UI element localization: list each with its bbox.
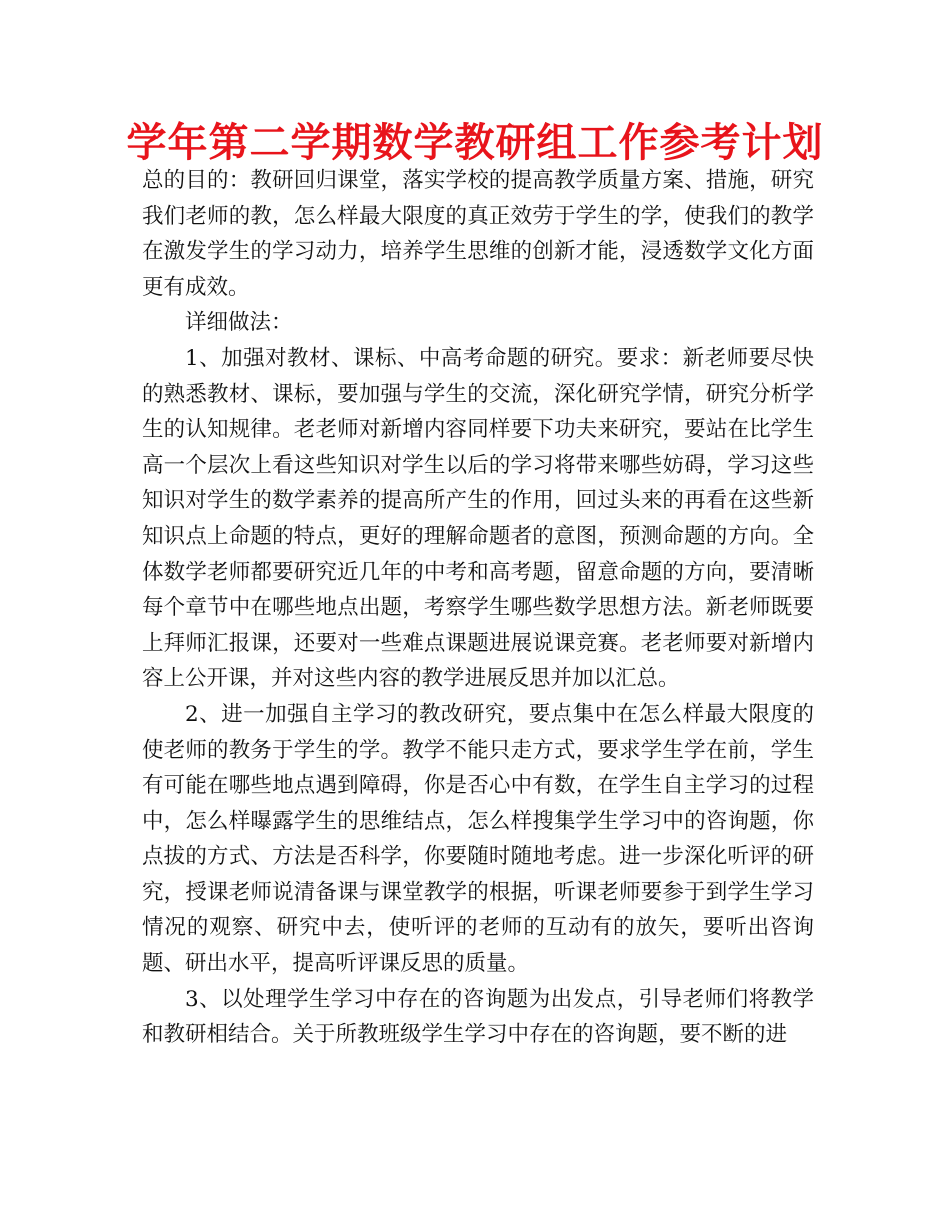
paragraph-objective: 总的目的：教研回归课堂，落实学校的提高教学质量方案、措施，研究我们老师的教，怎么样最大限度的真正效劳于学生的学，使我们的教学在激发学生的学习动力，培养学生思维的创新才能，浸透数学文化方面更有成效。 xyxy=(142,168,814,300)
document-title: 学年第二学期数学教研组工作参考计划 xyxy=(126,120,824,166)
document-body xyxy=(142,163,814,1053)
paragraph-item-2: 2、进一加强自主学习的教改研究，要点集中在怎么样最大限度的使老师的教务于学生的学。教学不能只走方式，要求学生学在前，学生有可能在哪些地点遇到障碍，你是否心中有数，在学生自主学习的过程中，怎么样曝露学生的思维结点，怎么样搜集学生学习中的咨询题，你点拔的方式、方法是否科学，你要随时随地考虑。进一步深化听评的研究，授课老师说清备课与课堂教学的根据，听课老师要参于到学生学习情况的观察、研究中去，使听评的老师的互动有的放矢，要听出咨询题、研出水平，提高听评课反思的质量。 xyxy=(142,701,814,977)
paragraph-item-3: 3、以处理学生学习中存在的咨询题为出发点，引导老师们将教学和教研相结合。关于所教班级学生学习中存在的咨询题，要不断的进 xyxy=(142,986,814,1048)
paragraph-methods-heading: 详细做法： xyxy=(185,310,293,336)
paragraph-item-1: 1、加强对教材、课标、中高考命题的研究。要求：新老师要尽快的熟悉教材、课标，要加强与学生的交流，深化研究学情，研究分析学生的认知规律。老老师对新增内容同样要下功夫来研究，要站在比学生高一个层次上看这些知识对学生以后的学习将带来哪些妨碍，学习这些知识对学生的数学素养的提高所产生的作用，回过头来的再看在这些新知识点上命题的特点，更好的理解命题者的意图，预测命题的方向。全体数学老师都要研究近几年的中考和高考题，留意命题的方向，要清晰每个章节中在哪些地点出题，考察学生哪些数学思想方法。新老师既要上拜师汇报课，还要对一些难点课题进展说课竞赛。老老师要对新增内容上公开课，并对这些内容的教学进展反思并加以汇总。 xyxy=(142,345,814,692)
